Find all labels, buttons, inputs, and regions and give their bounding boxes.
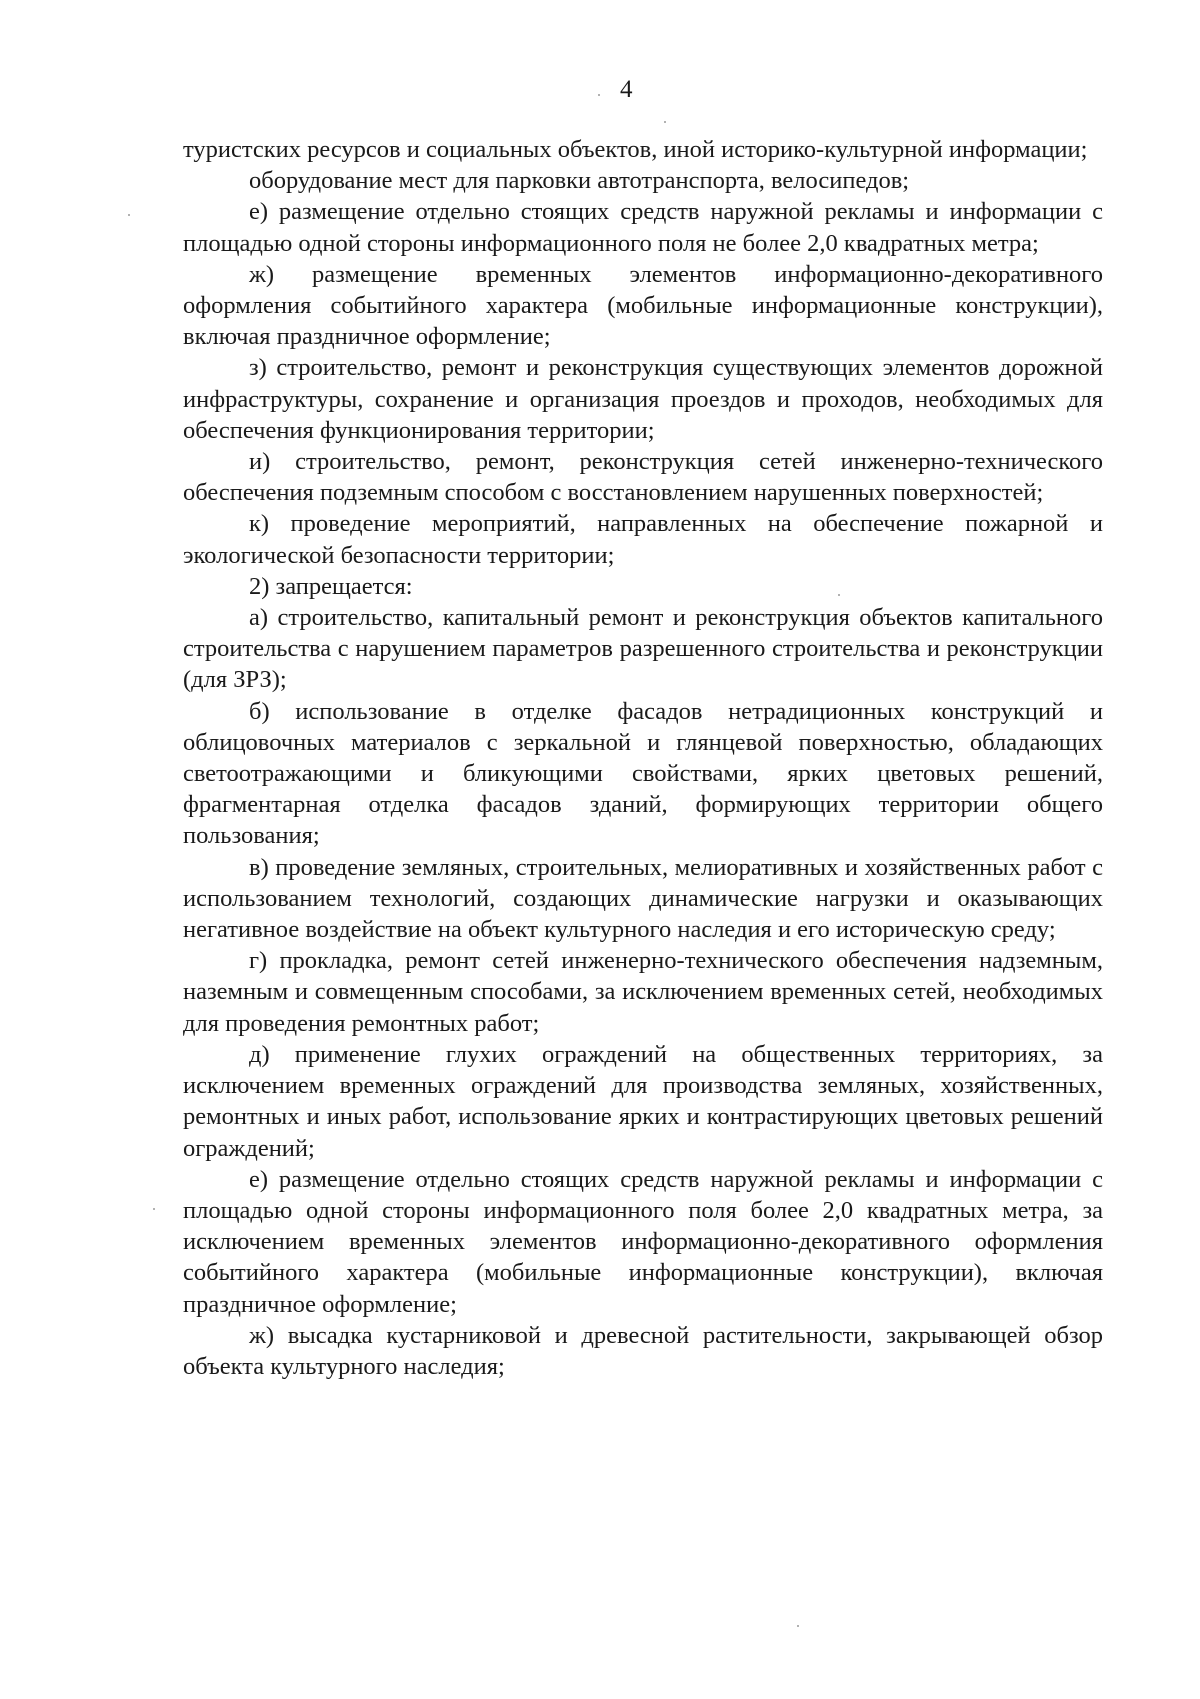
paragraph: оборудование мест для парковки автотранспорта, велосипедов; [249,167,910,195]
scan-speck [128,214,130,216]
scan-speck [664,121,666,123]
paragraph: и) строительство, ремонт, реконструкция сетей инженерно-технического обеспечения подземным способом с восстановлением нарушенных поверхностей; [183,448,1103,507]
paragraph: г) прокладка, ремонт сетей инженерно-технического обеспечения надземным, наземным и совмещенным способами, за исключением временных сетей, необходимых для проведения ремонтных работ; [183,947,1103,1037]
page-number: 4 [620,76,633,103]
paragraph: е) размещение отдельно стоящих средств наружной рекламы и информации с площадью одной стороны информационного поля не более 2,0 квадратных метра; [183,198,1103,257]
scan-speck [153,1208,155,1210]
scan-speck [797,1625,799,1627]
paragraph: з) строительство, ремонт и реконструкция существующих элементов дорожной инфраструктуры, сохранение и организация проездов и проходов, необходимых для обеспечения функционирования территории; [183,354,1103,444]
paragraph: 2) запрещается: [249,572,413,600]
paragraph: а) строительство, капитальный ремонт и реконструкция объектов капитального строительства с нарушением параметров разрешенного строительства и реконструкции (для ЗРЗ); [183,604,1103,694]
paragraph: ж) размещение временных элементов информационно-декоративного оформления событийного характера (мобильные информационные конструкции), включая праздничное оформление; [183,260,1103,351]
paragraph: б) использование в отделке фасадов нетрадиционных конструкций и облицовочных материалов с зеркальной и глянцевой поверхностью, обладающих светоотражающими и бликующими свойствами, ярких цветовых решений, фрагментарная отделка фасадов зданий, формирующих территории общего пользования; [183,697,1103,850]
document-body [183,134,1103,1382]
paragraph: д) применение глухих ограждений на общественных территориях, за исключением временных ограждений для производства земляных, хозяйственных, ремонтных и иных работ, использование ярких и контрастирующих цветовых решений ограждений; [183,1040,1103,1162]
scan-speck [838,594,840,596]
scan-speck [598,94,600,96]
paragraph: к) проведение мероприятий, направленных на обеспечение пожарной и экологической безопасности территории; [183,510,1103,569]
paragraph: туристских ресурсов и социальных объектов, иной историко-культурной информации; [183,136,1088,163]
paragraph: в) проведение земляных, строительных, мелиоративных и хозяйственных работ с использованием технологий, создающих динамические нагрузки и оказывающих негативное воздействие на объект культурного наследия и его историческую среду; [183,853,1103,944]
paragraph: ж) высадка кустарниковой и древесной растительности, закрывающей обзор объекта культурного наследия; [183,1321,1103,1380]
paragraph: е) размещение отдельно стоящих средств наружной рекламы и информации с площадью одной стороны информационного поля более 2,0 квадратных метра, за исключением временных элементов информационно-декоративного оформления событийного характера (мобильные информационные конструкции), включая праздничное оформление; [183,1165,1103,1318]
